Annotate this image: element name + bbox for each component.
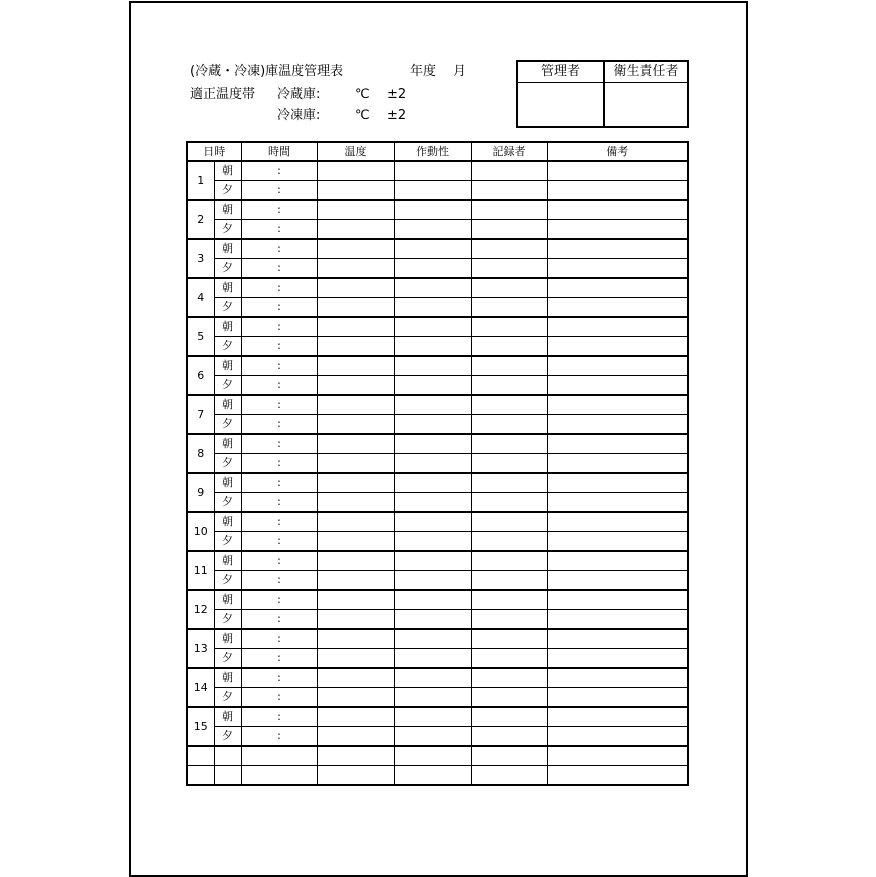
temperature-cell[interactable] — [317, 259, 394, 279]
temperature-cell[interactable] — [317, 610, 394, 630]
table-row — [187, 434, 688, 454]
fridge-tolerance: ±2 — [387, 87, 407, 102]
day-number: 2 — [187, 200, 214, 239]
morning-label: 朝 — [214, 161, 241, 181]
notes-cell[interactable] — [547, 200, 688, 220]
time-cell[interactable]: : — [241, 551, 317, 571]
operation-cell[interactable] — [394, 298, 471, 318]
evening-label: 夕 — [214, 415, 241, 435]
year-label: 年度 — [410, 64, 437, 79]
evening-label: 夕 — [214, 532, 241, 552]
notes-cell[interactable] — [547, 278, 688, 298]
time-cell[interactable]: : — [241, 434, 317, 454]
temperature-cell[interactable] — [317, 298, 394, 318]
temperature-cell[interactable] — [317, 629, 394, 649]
temperature-cell[interactable] — [317, 434, 394, 454]
time-cell[interactable]: : — [241, 259, 317, 279]
evening-label: 夕 — [214, 610, 241, 630]
table-row — [187, 415, 688, 435]
table-header-row — [187, 142, 688, 161]
table-row — [187, 571, 688, 591]
morning-label: 朝 — [214, 551, 241, 571]
approval-box — [516, 60, 689, 128]
table-row — [187, 200, 688, 220]
table-row — [187, 688, 688, 708]
temperature-cell[interactable] — [317, 395, 394, 415]
operation-cell[interactable] — [394, 493, 471, 513]
operation-cell[interactable] — [394, 473, 471, 493]
recorder-cell[interactable] — [471, 571, 547, 591]
table-row — [187, 161, 688, 181]
temperature-cell[interactable] — [317, 649, 394, 669]
recorder-cell[interactable] — [471, 649, 547, 669]
time-cell[interactable]: : — [241, 317, 317, 337]
notes-cell[interactable] — [547, 512, 688, 532]
morning-label: 朝 — [214, 395, 241, 415]
table-row — [187, 629, 688, 649]
blank-row — [187, 766, 688, 786]
day-number: 10 — [187, 512, 214, 551]
morning-label: 朝 — [214, 317, 241, 337]
recorder-cell[interactable] — [471, 317, 547, 337]
temperature-cell[interactable] — [317, 356, 394, 376]
operation-cell[interactable] — [394, 571, 471, 591]
header-notes: 備考 — [547, 142, 688, 161]
temperature-cell[interactable] — [317, 239, 394, 259]
approval-header-line — [518, 82, 687, 83]
notes-cell[interactable] — [547, 727, 688, 747]
day-number: 1 — [187, 161, 214, 200]
operation-cell[interactable] — [394, 317, 471, 337]
operation-cell[interactable] — [394, 356, 471, 376]
day-number: 9 — [187, 473, 214, 512]
recorder-cell[interactable] — [471, 298, 547, 318]
table-row — [187, 532, 688, 552]
operation-cell[interactable] — [394, 220, 471, 240]
table-row — [187, 259, 688, 279]
recorder-cell[interactable] — [471, 395, 547, 415]
notes-cell[interactable] — [547, 571, 688, 591]
time-cell[interactable]: : — [241, 161, 317, 181]
time-cell[interactable]: : — [241, 220, 317, 240]
fridge-label: 冷蔵庫: — [277, 87, 321, 102]
table-row — [187, 473, 688, 493]
notes-cell[interactable] — [547, 668, 688, 688]
table-row — [187, 707, 688, 727]
notes-cell[interactable] — [547, 473, 688, 493]
table-row — [187, 649, 688, 669]
notes-cell[interactable] — [547, 376, 688, 396]
notes-cell[interactable] — [547, 688, 688, 708]
notes-cell[interactable] — [547, 395, 688, 415]
blank-cell[interactable] — [394, 766, 471, 786]
time-cell[interactable]: : — [241, 239, 317, 259]
time-cell[interactable]: : — [241, 181, 317, 201]
header-temperature: 温度 — [317, 142, 394, 161]
table-row — [187, 551, 688, 571]
evening-label: 夕 — [214, 376, 241, 396]
temperature-cell[interactable] — [317, 551, 394, 571]
evening-label: 夕 — [214, 220, 241, 240]
operation-cell[interactable] — [394, 590, 471, 610]
evening-label: 夕 — [214, 181, 241, 201]
day-number: 7 — [187, 395, 214, 434]
operation-cell[interactable] — [394, 239, 471, 259]
day-number: 6 — [187, 356, 214, 395]
time-cell[interactable]: : — [241, 298, 317, 318]
blank-cell[interactable] — [214, 746, 241, 766]
time-cell[interactable]: : — [241, 395, 317, 415]
recorder-cell[interactable] — [471, 239, 547, 259]
recorder-cell[interactable] — [471, 376, 547, 396]
table-row — [187, 610, 688, 630]
blank-cell[interactable] — [241, 746, 317, 766]
notes-cell[interactable] — [547, 337, 688, 357]
recorder-cell[interactable] — [471, 161, 547, 181]
evening-label: 夕 — [214, 571, 241, 591]
time-cell[interactable]: : — [241, 493, 317, 513]
evening-label: 夕 — [214, 649, 241, 669]
time-cell[interactable]: : — [241, 200, 317, 220]
time-cell[interactable]: : — [241, 278, 317, 298]
day-number: 15 — [187, 707, 214, 746]
time-cell[interactable]: : — [241, 376, 317, 396]
recorder-cell[interactable] — [471, 590, 547, 610]
table-row — [187, 337, 688, 357]
morning-label: 朝 — [214, 200, 241, 220]
morning-label: 朝 — [214, 512, 241, 532]
table-row — [187, 356, 688, 376]
blank-cell[interactable] — [317, 746, 394, 766]
notes-cell[interactable] — [547, 629, 688, 649]
table-row — [187, 298, 688, 318]
operation-cell[interactable] — [394, 707, 471, 727]
freezer-tolerance: ±2 — [387, 108, 407, 123]
morning-label: 朝 — [214, 590, 241, 610]
morning-label: 朝 — [214, 629, 241, 649]
recorder-cell[interactable] — [471, 200, 547, 220]
temperature-cell[interactable] — [317, 727, 394, 747]
evening-label: 夕 — [214, 727, 241, 747]
temperature-cell[interactable] — [317, 181, 394, 201]
operation-cell[interactable] — [394, 454, 471, 474]
evening-label: 夕 — [214, 298, 241, 318]
operation-cell[interactable] — [394, 259, 471, 279]
recorder-cell[interactable] — [471, 473, 547, 493]
time-cell[interactable]: : — [241, 337, 317, 357]
notes-cell[interactable] — [547, 317, 688, 337]
recorder-cell[interactable] — [471, 259, 547, 279]
time-cell[interactable]: : — [241, 629, 317, 649]
notes-cell[interactable] — [547, 707, 688, 727]
blank-cell[interactable] — [547, 746, 688, 766]
fridge-unit: ℃ — [355, 87, 370, 102]
blank-cell[interactable] — [394, 746, 471, 766]
notes-cell[interactable] — [547, 220, 688, 240]
table-row — [187, 727, 688, 747]
operation-cell[interactable] — [394, 161, 471, 181]
time-cell[interactable]: : — [241, 649, 317, 669]
notes-cell[interactable] — [547, 532, 688, 552]
day-number: 8 — [187, 434, 214, 473]
day-number: 12 — [187, 590, 214, 629]
blank-cell[interactable] — [187, 766, 214, 786]
operation-cell[interactable] — [394, 551, 471, 571]
operation-cell[interactable] — [394, 434, 471, 454]
day-number: 4 — [187, 278, 214, 317]
operation-cell[interactable] — [394, 668, 471, 688]
month-label: 月 — [453, 64, 467, 79]
notes-cell[interactable] — [547, 415, 688, 435]
evening-label: 夕 — [214, 259, 241, 279]
table-row — [187, 317, 688, 337]
recorder-cell[interactable] — [471, 610, 547, 630]
temperature-cell[interactable] — [317, 532, 394, 552]
recorder-cell[interactable] — [471, 337, 547, 357]
operation-cell[interactable] — [394, 395, 471, 415]
evening-label: 夕 — [214, 454, 241, 474]
morning-label: 朝 — [214, 278, 241, 298]
blank-cell[interactable] — [547, 766, 688, 786]
recorder-cell[interactable] — [471, 629, 547, 649]
day-number: 5 — [187, 317, 214, 356]
notes-cell[interactable] — [547, 434, 688, 454]
operation-cell[interactable] — [394, 649, 471, 669]
recorder-cell[interactable] — [471, 688, 547, 708]
temperature-cell[interactable] — [317, 707, 394, 727]
recorder-cell[interactable] — [471, 356, 547, 376]
time-cell[interactable]: : — [241, 707, 317, 727]
table-row — [187, 493, 688, 513]
operation-cell[interactable] — [394, 376, 471, 396]
manager-label: 管理者 — [540, 64, 580, 79]
temperature-log-table — [186, 141, 689, 786]
recorder-cell[interactable] — [471, 220, 547, 240]
time-cell[interactable]: : — [241, 668, 317, 688]
blank-cell[interactable] — [214, 766, 241, 786]
recorder-cell[interactable] — [471, 727, 547, 747]
evening-label: 夕 — [214, 688, 241, 708]
table-row — [187, 454, 688, 474]
notes-cell[interactable] — [547, 590, 688, 610]
table-row — [187, 239, 688, 259]
morning-label: 朝 — [214, 707, 241, 727]
recorder-cell[interactable] — [471, 707, 547, 727]
freezer-label: 冷凍庫: — [277, 108, 321, 123]
operation-cell[interactable] — [394, 337, 471, 357]
table-row — [187, 220, 688, 240]
time-cell[interactable]: : — [241, 454, 317, 474]
table-row — [187, 376, 688, 396]
temperature-cell[interactable] — [317, 278, 394, 298]
table-row — [187, 395, 688, 415]
header-datetime: 日時 — [187, 142, 241, 161]
morning-label: 朝 — [214, 239, 241, 259]
notes-cell[interactable] — [547, 551, 688, 571]
recorder-cell[interactable] — [471, 551, 547, 571]
operation-cell[interactable] — [394, 688, 471, 708]
recorder-cell[interactable] — [471, 181, 547, 201]
blank-cell[interactable] — [241, 766, 317, 786]
operation-cell[interactable] — [394, 200, 471, 220]
table-row — [187, 668, 688, 688]
notes-cell[interactable] — [547, 356, 688, 376]
notes-cell[interactable] — [547, 239, 688, 259]
recorder-cell[interactable] — [471, 493, 547, 513]
operation-cell[interactable] — [394, 181, 471, 201]
blank-row — [187, 746, 688, 766]
evening-label: 夕 — [214, 337, 241, 357]
blank-cell[interactable] — [317, 766, 394, 786]
notes-cell[interactable] — [547, 298, 688, 318]
temperature-cell[interactable] — [317, 454, 394, 474]
time-cell[interactable]: : — [241, 688, 317, 708]
notes-cell[interactable] — [547, 493, 688, 513]
morning-label: 朝 — [214, 668, 241, 688]
temperature-cell[interactable] — [317, 493, 394, 513]
time-cell[interactable]: : — [241, 473, 317, 493]
temperature-cell[interactable] — [317, 668, 394, 688]
operation-cell[interactable] — [394, 512, 471, 532]
temperature-cell[interactable] — [317, 571, 394, 591]
day-number: 11 — [187, 551, 214, 590]
time-cell[interactable]: : — [241, 532, 317, 552]
recorder-cell[interactable] — [471, 454, 547, 474]
temp-range-label: 適正温度帯 — [190, 87, 256, 102]
operation-cell[interactable] — [394, 610, 471, 630]
temperature-cell[interactable] — [317, 590, 394, 610]
time-cell[interactable]: : — [241, 727, 317, 747]
time-cell[interactable]: : — [241, 356, 317, 376]
form-title: (冷蔵・冷凍)庫温度管理表 — [190, 64, 344, 79]
temperature-cell[interactable] — [317, 317, 394, 337]
blank-cell[interactable] — [187, 746, 214, 766]
evening-label: 夕 — [214, 493, 241, 513]
recorder-cell[interactable] — [471, 415, 547, 435]
blank-cell[interactable] — [471, 746, 547, 766]
temperature-cell[interactable] — [317, 473, 394, 493]
header-time: 時間 — [241, 142, 317, 161]
table-row — [187, 512, 688, 532]
day-number: 3 — [187, 239, 214, 278]
notes-cell[interactable] — [547, 181, 688, 201]
morning-label: 朝 — [214, 473, 241, 493]
operation-cell[interactable] — [394, 629, 471, 649]
table-row — [187, 590, 688, 610]
recorder-cell[interactable] — [471, 532, 547, 552]
time-cell[interactable]: : — [241, 415, 317, 435]
recorder-cell[interactable] — [471, 512, 547, 532]
table-row — [187, 278, 688, 298]
time-cell[interactable]: : — [241, 512, 317, 532]
operation-cell[interactable] — [394, 415, 471, 435]
temperature-cell[interactable] — [317, 337, 394, 357]
day-number: 14 — [187, 668, 214, 707]
temperature-cell[interactable] — [317, 512, 394, 532]
notes-cell[interactable] — [547, 259, 688, 279]
morning-label: 朝 — [214, 434, 241, 454]
time-cell[interactable]: : — [241, 610, 317, 630]
temperature-cell[interactable] — [317, 688, 394, 708]
temperature-cell[interactable] — [317, 161, 394, 181]
operation-cell[interactable] — [394, 532, 471, 552]
time-cell[interactable]: : — [241, 590, 317, 610]
time-cell[interactable]: : — [241, 571, 317, 591]
morning-label: 朝 — [214, 356, 241, 376]
temperature-cell[interactable] — [317, 415, 394, 435]
notes-cell[interactable] — [547, 454, 688, 474]
operation-cell[interactable] — [394, 727, 471, 747]
recorder-cell[interactable] — [471, 278, 547, 298]
recorder-cell[interactable] — [471, 434, 547, 454]
notes-cell[interactable] — [547, 161, 688, 181]
hygiene-officer-label: 衛生責任者 — [613, 64, 679, 79]
notes-cell[interactable] — [547, 610, 688, 630]
table-row — [187, 181, 688, 201]
temperature-cell[interactable] — [317, 376, 394, 396]
temperature-cell[interactable] — [317, 220, 394, 240]
operation-cell[interactable] — [394, 278, 471, 298]
notes-cell[interactable] — [547, 649, 688, 669]
freezer-unit: ℃ — [355, 108, 370, 123]
day-number: 13 — [187, 629, 214, 668]
header-recorder: 記録者 — [471, 142, 547, 161]
temperature-cell[interactable] — [317, 200, 394, 220]
header-operation: 作動性 — [394, 142, 471, 161]
blank-cell[interactable] — [471, 766, 547, 786]
recorder-cell[interactable] — [471, 668, 547, 688]
